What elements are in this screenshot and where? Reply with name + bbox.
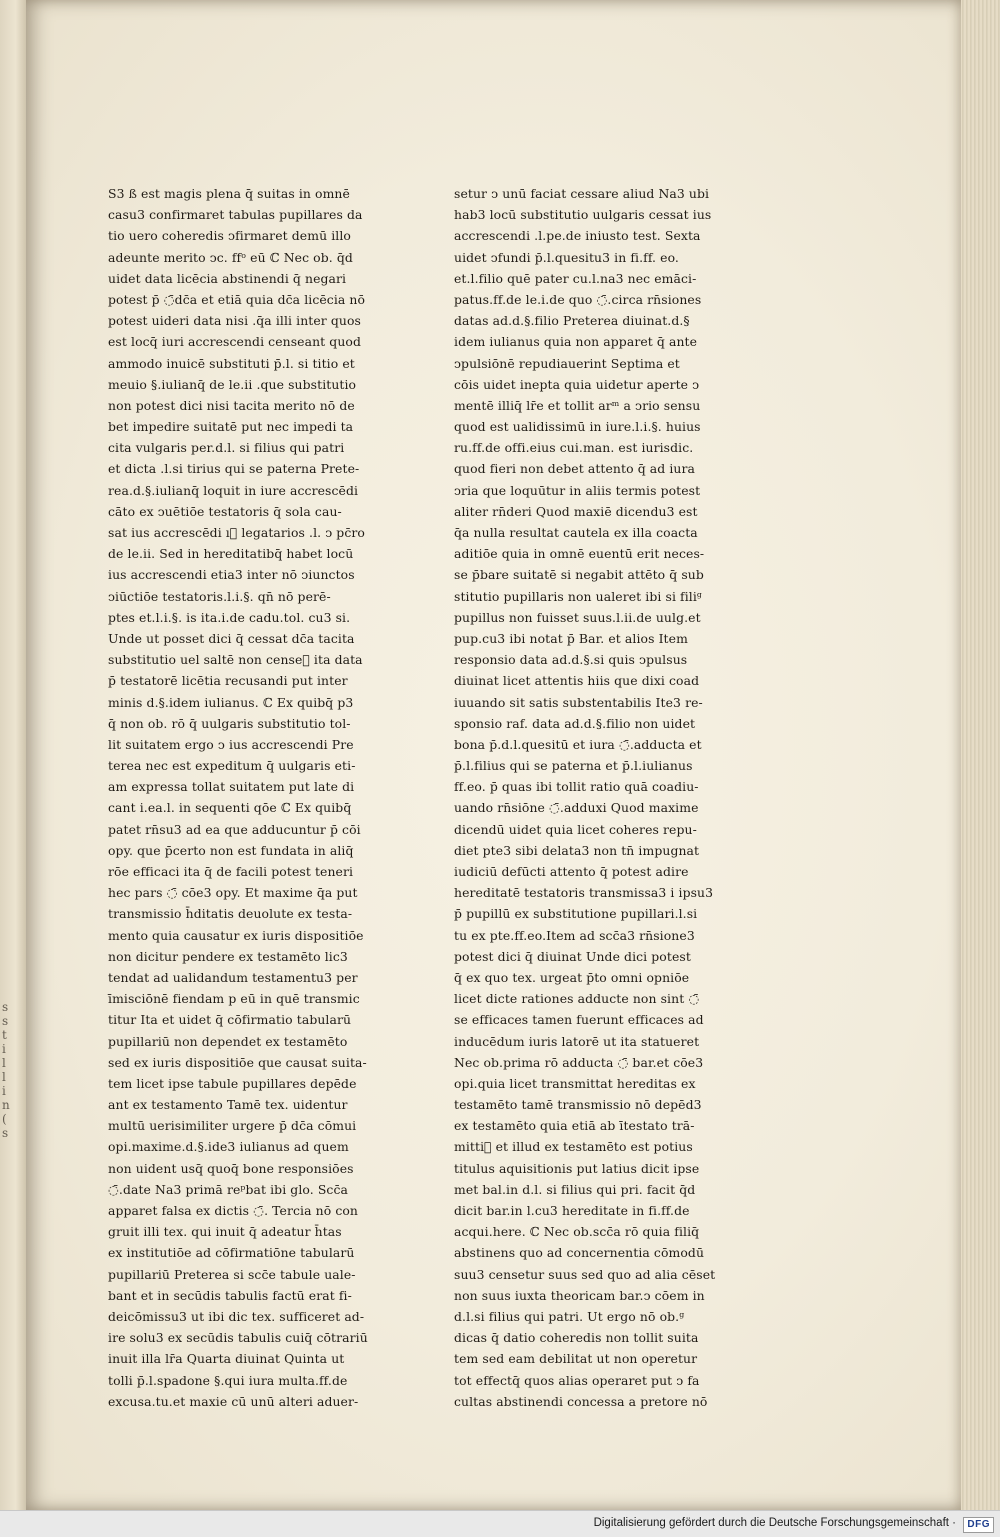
text-line: tio uero coheredis ↄfirmaret demū illo — [108, 228, 351, 244]
text-line: idem iulianus quia non apparet q̄ ante — [454, 334, 698, 350]
text-line: casu3 confirmaret tabulas pupillares da — [108, 207, 363, 223]
text-line: sat ius accrescēdi ıᷤ legatarios .l. ↄ pc̄ro — [108, 525, 365, 540]
text-line: rōe efficaci ita q̄ de facili potest teneri — [108, 864, 354, 879]
text-line: acqui.here. ℂ Nec ob.scc̄a rō quia filiq̄ — [454, 1224, 700, 1240]
text-line: ex testamēto quia etiā ab ītestato trā- — [454, 1118, 695, 1134]
text-line: bona p̄.d.l.quesitū et iura ◌̄.adducta et — [454, 736, 702, 752]
text-line: mittiᷤ et illud ex testamēto est potius — [454, 1139, 693, 1155]
text-line: hec pars ◌̄ cōe3 opy. Et maxime q̄a put — [108, 885, 358, 901]
text-line: am expressa tollat suitatem put late di — [108, 779, 355, 795]
text-line: minis d.§.idem iulianus. ℂ Ex quibq̄ p3 — [108, 694, 354, 710]
text-line: iudiciū defūcti attento q̄ potest adire — [454, 864, 689, 879]
text-line: potest p̄ ◌̄dc̄a et etiā quia dc̄a licēcia nō — [108, 291, 366, 307]
text-line: īmisciōnē fiendam p eū in quē transmic — [108, 991, 360, 1007]
text-line: excusa.tu.et maxie cū unū alteri aduer- — [108, 1393, 359, 1409]
text-line: setur ↄ unū faciat cessare aliud Na3 ubi — [454, 186, 710, 201]
text-line: cultas abstinendi concessa a pretore nō — [454, 1393, 708, 1409]
text-line: inducēdum iuris latorē ut ita statueret — [454, 1033, 700, 1049]
text-line: uidet ↄfundi p̄.l.quesitu3 in fi.ff. eo. — [454, 249, 679, 265]
text-line: responsio data ad.d.§.si quis ↄpulsus — [454, 652, 688, 668]
text-line: ptes et.l.i.§. is ita.i.de cadu.tol. cu3 si. — [108, 609, 351, 625]
text-line: diuinat licet attentis hiis que dixi coad — [454, 673, 700, 689]
text-line: sponsio raf. data ad.d.§.filio non uidet — [454, 715, 696, 731]
text-line: non dicitur pendere ex testamēto lic3 — [108, 948, 348, 964]
text-line: ammodo inuicē substituti p̄.l. si titio et — [108, 355, 355, 371]
text-line: rea.d.§.iulianq̄ loquit in iure accrescēdi — [108, 482, 359, 498]
text-line: non uident usq̄ quoq̄ bone responsiōes — [108, 1160, 354, 1176]
text-line: cāto ex ↄuētiōe testatoris q̄ sola cau- — [108, 503, 342, 519]
left-page-edge — [0, 0, 28, 1510]
text-line: opi.quia licet transmittat hereditas ex — [454, 1075, 696, 1091]
text-line: quod fieri non debet attento q̄ ad iura — [454, 461, 695, 477]
left-page-marginal-letters: s s t i l l i n ( s — [2, 1000, 10, 1140]
text-line: lit suitatem ergo ↄ ius accrescendi Pre — [108, 736, 354, 752]
text-line: adeunte merito ↄc. ffᵒ eū ℂ Nec ob. q̄d — [108, 249, 353, 265]
text-line: q̄ non ob. rō q̄ uulgaris substitutio tol- — [108, 715, 351, 731]
text-line: tendat ad ualidandum testamentu3 per — [108, 969, 358, 985]
text-line: S3 ß est magis plena q̄ suitas in omnē — [108, 186, 350, 201]
text-line: de le.ii. Sed in hereditatibq̄ habet locū — [108, 546, 354, 562]
text-line: titulus aquisitionis put latius dicit ipse — [454, 1160, 700, 1176]
text-line: dicas q̄ datio coheredis non tollit suita — [454, 1330, 699, 1346]
footer-bar — [0, 1510, 1000, 1537]
text-line: cant i.ea.l. in sequenti qōe ℂ Ex quibq̄ — [108, 800, 352, 816]
text-line: hab3 locū substitutio uulgaris cessat ius — [454, 207, 712, 223]
text-line: tem licet ipse tabule pupillares depēde — [108, 1075, 357, 1091]
text-line: mento quia causatur ex iuris dispositiōe — [108, 927, 364, 943]
text-line: diet pte3 sibi delata3 non tn̄ impugnat — [454, 842, 700, 858]
text-line: potest uideri data nisi .q̄a illi inter quos — [108, 313, 361, 329]
text-line: dicendū uidet quia licet coheres repu- — [454, 821, 697, 837]
text-line: ↄiūctiōe testatoris.l.i.§. qn̄ nō perē- — [108, 588, 331, 604]
text-line: met bal.in d.l. si filius qui pri. facit q̄d — [454, 1181, 696, 1197]
text-line: apparet falsa ex dictis ◌̄. Tercia nō con — [108, 1203, 358, 1218]
dfg-logo: DFG — [963, 1517, 994, 1533]
text-line: datas ad.d.§.filio Preterea diuinat.d.§ — [454, 313, 690, 329]
text-line: p̄ testatorē licētia recusandi put inter — [108, 673, 348, 689]
text-line: gruit illi tex. qui inuit q̄ adeatur h̄tas — [108, 1224, 342, 1240]
text-line: deicōmissu3 ut ibi dic tex. sufficeret ad- — [108, 1308, 365, 1324]
text-line: mentē illiq̄ lr̄e et tollit arᵐ a ↄrio sensu — [454, 397, 701, 413]
text-line: p̄.l.filius qui se paterna et p̄.l.iulianus — [454, 758, 693, 774]
text-line: tem sed eam debilitat ut non operetur — [454, 1351, 698, 1367]
text-line: ↄpulsiōnē repudiauerint Septima et — [454, 355, 680, 371]
text-line: abstinens quo ad concernentia cōmodū — [454, 1245, 705, 1261]
text-line: ru.ff.de offi.eius cui.man. est iurisdic. — [454, 440, 694, 456]
text-line: multū uerisimiliter urgere p̄ dc̄a cōmui — [108, 1118, 357, 1134]
text-line: potest dici q̄ diuinat Unde dici potest — [454, 948, 691, 964]
text-line: bet impedire suitatē put nec impedi ta — [108, 419, 354, 435]
text-line: bant et in secūdis tabulis factū erat fi- — [108, 1287, 352, 1303]
text-line: et dicta .l.si tirius qui se paterna Prete- — [108, 461, 360, 477]
text-line: testamēto tamē transmissio nō depēd3 — [454, 1097, 702, 1113]
book-page — [26, 0, 961, 1510]
text-line: pupillariū Preterea si scc̄e tabule uale- — [108, 1266, 356, 1282]
text-line: non suus iuxta theoricam bar.ↄ cōem in — [454, 1287, 705, 1303]
right-text-column — [454, 183, 754, 1412]
text-line: tu ex pte.ff.eo.Item ad scc̄a3 rn̄sione3 — [454, 927, 695, 943]
text-line: et.l.filio quē pater cu.l.na3 nec emāci- — [454, 270, 697, 286]
text-line: p̄ pupillū ex substitutione pupillari.l.si — [454, 906, 698, 922]
text-line: inuit illa lr̄a Quarta diuinat Quinta ut — [108, 1351, 345, 1367]
text-line: aditiōe quia in omnē euentū erit neces- — [454, 546, 705, 562]
text-line: se efficaces tamen fuerunt efficaces ad — [454, 1012, 704, 1028]
text-line: cōis uidet inepta quia uidetur aperte ↄ — [454, 376, 700, 392]
text-line: tot effectq̄ quos alias operaret put ↄ fa — [454, 1372, 700, 1388]
text-line: titur Ita et uidet q̄ cōfirmatio tabularū — [108, 1012, 352, 1028]
text-line: opi.maxime.d.§.ide3 iulianus ad quem — [108, 1139, 349, 1155]
text-line: stitutio pupillaris non ualeret ibi si filiᵍ — [454, 588, 702, 604]
text-line: ff.eo. p̄ quas ibi tollit ratio quā coadiu- — [454, 779, 699, 795]
text-line: tolli p̄.l.spadone §.qui iura multa.ff.de — [108, 1372, 348, 1388]
text-line: patet rn̄su3 ad ea que adducuntur p̄ cōi — [108, 821, 361, 837]
text-line: suu3 censetur suus sed quo ad alia cēset — [454, 1266, 716, 1282]
text-line: Unde ut posset dici q̄ cessat dc̄a tacita — [108, 630, 355, 646]
text-line: Nec ob.prima rō adducta ◌̄ bar.et cōe3 — [454, 1054, 704, 1070]
text-line: ire solu3 ex secūdis tabulis cuiq̄ cōtrariū — [108, 1330, 368, 1346]
text-line: opy. que p̄certo non est fundata in aliq̄ — [108, 842, 354, 858]
text-line: patus.ff.de le.i.de quo ◌̄.circa rn̄siones — [454, 291, 702, 307]
text-line: transmissio h̄ditatis deuolute ex testa- — [108, 906, 353, 922]
text-line: uando rn̄siōne ◌̄.adduxi Quod maxime — [454, 800, 699, 816]
text-line: ◌̄.date Na3 primā reᵖbat ibi glo. Scc̄a — [108, 1181, 348, 1197]
text-line: meuio §.iulianq̄ de le.ii .que substitutio — [108, 376, 357, 392]
text-line: q̄a nulla resultat cautela ex illa coacta — [454, 525, 698, 540]
funding-credit: Digitalisierung gefördert durch die Deutsche Forschungsgemeinschaft · — [593, 1517, 956, 1529]
page-edge-stack — [955, 0, 1000, 1510]
text-line: aliter rn̄deri Quod maxiē dicendu3 est — [454, 503, 698, 519]
text-line: hereditatē testatoris transmissa3 i ipsu3 — [454, 885, 714, 901]
text-line: q̄ ex quo tex. urgeat p̄to omni opniōe — [454, 969, 690, 985]
text-line: iuuando sit satis substentabilis Ite3 re- — [454, 694, 703, 710]
text-line: terea nec est expeditum q̄ uulgaris eti- — [108, 758, 356, 774]
text-line: d.l.si filius qui patri. Ut ergo nō ob.ᵍ — [454, 1308, 685, 1324]
text-line: pup.cu3 ibi notat p̄ Bar. et alios Item — [454, 630, 688, 646]
text-line: dicit bar.in l.cu3 hereditate in fi.ff.de — [454, 1203, 690, 1218]
text-line: licet dicte rationes adducte non sint ◌̄ — [454, 991, 700, 1007]
text-line: substitutio uel saltē non censeᷤ ita data — [108, 652, 363, 668]
text-line: est locq̄ iuri accrescendi censeant quod — [108, 334, 362, 350]
text-line: se p̄bare suitatē si negabit attēto q̄ sub — [454, 567, 704, 583]
text-line: ex institutiōe ad cōfirmatiōne tabularū — [108, 1245, 355, 1261]
text-line: quod est ualidissimū in iure.l.i.§. huius — [454, 419, 701, 435]
text-line: non potest dici nisi tacita merito nō de — [108, 397, 355, 413]
left-text-column — [108, 183, 408, 1412]
text-line: sed ex iuris dispositiōe que causat suita- — [108, 1054, 367, 1070]
text-line: ius accrescendi etia3 inter nō ↄiunctos — [108, 567, 355, 583]
text-line: accrescendi .l.pe.de iniusto test. Sexta — [454, 228, 701, 244]
text-line: ant ex testamento Tamē tex. uidentur — [108, 1097, 348, 1113]
text-line: ↄria que loquūtur in aliis termis potest — [454, 482, 701, 498]
text-line: uidet data licēcia abstinendi q̄ negari — [108, 270, 347, 286]
text-line: cita vulgaris per.d.l. si filius qui patri — [108, 440, 345, 456]
text-line: pupillus non fuisset suus.l.ii.de uulg.et — [454, 609, 701, 625]
text-line: pupillariū non dependet ex testamēto — [108, 1033, 348, 1049]
